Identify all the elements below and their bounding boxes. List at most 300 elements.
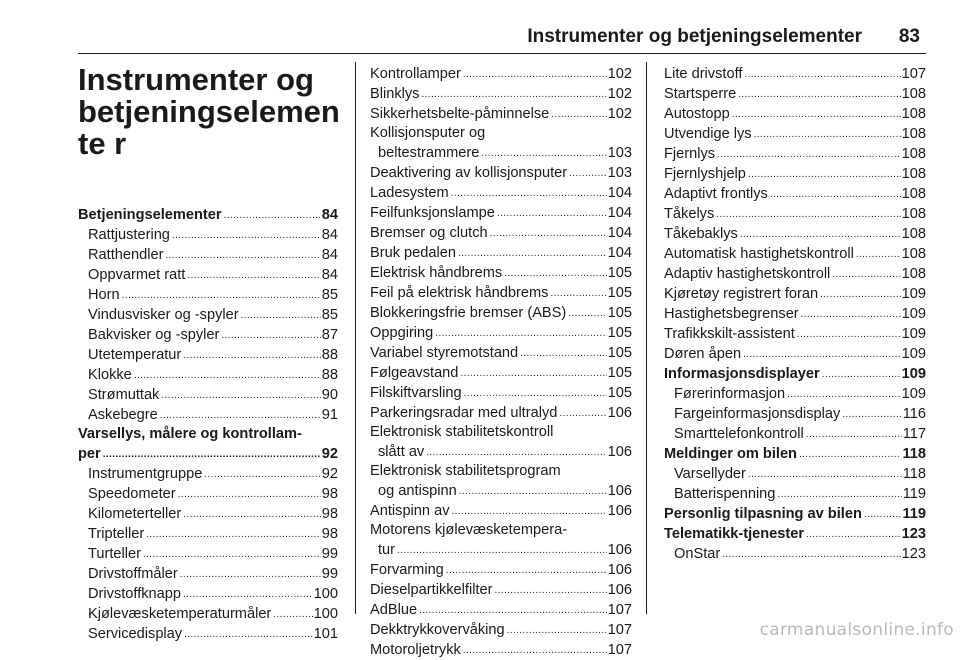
dot-leader (435, 323, 606, 343)
toc-entry-title: Informasjonsdisplayer (664, 366, 820, 382)
dot-leader (419, 600, 607, 620)
toc-entry-title: Autostopp (664, 106, 730, 122)
toc-entry[interactable] (370, 501, 632, 521)
dot-leader (832, 264, 900, 284)
toc-entry-page: 84 (321, 247, 338, 263)
dot-leader (520, 343, 606, 363)
dot-leader (221, 325, 320, 345)
toc-entry[interactable] (370, 403, 632, 423)
toc-entry-page: 84 (321, 267, 338, 283)
dot-leader (161, 385, 320, 405)
toc-entry[interactable] (78, 245, 338, 265)
dot-leader (143, 544, 321, 564)
toc-entry-title: Tåkebaklys (664, 226, 738, 242)
toc-entry-title: Varsellyder (674, 466, 746, 482)
toc-entry[interactable] (370, 64, 632, 84)
toc-entry[interactable] (370, 263, 632, 283)
toc-entry-page: 105 (607, 345, 632, 361)
toc-entry-title: og antispinn (378, 483, 457, 499)
toc-entry-title: Dekktrykkovervåking (370, 622, 505, 638)
dot-leader (740, 224, 901, 244)
dot-leader (183, 345, 320, 365)
toc-entry-title: Servicedisplay (88, 626, 183, 642)
toc-entry-page: 119 (902, 486, 926, 502)
toc-entry-page: 90 (321, 387, 338, 403)
dot-leader (160, 405, 321, 425)
dot-leader (797, 324, 901, 344)
toc-entry-page: 108 (901, 166, 926, 182)
toc-entry[interactable] (370, 124, 632, 163)
toc-entry-title: Forvarming (370, 562, 444, 578)
toc-entry-page: 109 (901, 346, 926, 362)
dot-leader (183, 584, 313, 604)
toc-entry[interactable] (78, 405, 338, 425)
toc-entry-page: 104 (607, 205, 632, 221)
toc-entry-title: Varsellys, målere og kontrollam- (78, 426, 302, 442)
toc-entry-page: 109 (901, 386, 926, 402)
toc-entry-page: 109 (901, 306, 926, 322)
toc-entry[interactable] (664, 84, 926, 104)
toc-entry-title: Kjøretøy registrert foran (664, 286, 819, 302)
dot-leader (842, 404, 901, 424)
toc-entry-page: 108 (901, 246, 926, 262)
toc-entry-title: Meldinger om bilen (664, 446, 797, 462)
page-number: 83 (898, 26, 920, 47)
toc-entry-title: Ratthendler (88, 247, 164, 263)
toc-entry-page: 108 (901, 86, 926, 102)
running-title: Instrumenter og betjeningselementer (527, 26, 862, 47)
toc-entry[interactable] (370, 183, 632, 203)
toc-entry[interactable] (370, 283, 632, 303)
toc-entry-title: Tåkelys (664, 206, 715, 222)
toc-entry[interactable] (78, 345, 338, 365)
dot-leader (451, 183, 607, 203)
toc-entry-page: 118 (902, 446, 926, 462)
toc-entry-title: Bakvisker og -spyler (88, 327, 220, 343)
toc-entry[interactable] (664, 64, 926, 84)
dot-leader (504, 263, 606, 283)
toc-entry-title: Utvendige lys (664, 126, 752, 142)
dot-leader (748, 464, 902, 484)
toc-entry-page: 84 (321, 227, 338, 243)
toc-entry-page: 108 (901, 206, 926, 222)
toc-entry-title: Oppgiring (370, 325, 434, 341)
toc-entry[interactable] (664, 284, 926, 304)
toc-entry-page: 98 (321, 506, 338, 522)
dot-leader (172, 225, 321, 245)
toc-entry-title: OnStar (674, 546, 721, 562)
toc-entry-title: Lite drivstoff (664, 66, 743, 82)
toc-entry-page: 84 (321, 207, 338, 223)
toc-column-3 (664, 64, 926, 564)
toc-entry[interactable] (370, 423, 632, 462)
toc-entry[interactable] (78, 365, 338, 385)
toc-entry[interactable] (78, 285, 338, 305)
toc-entry-page: 106 (607, 483, 632, 499)
toc-entry[interactable] (370, 163, 632, 183)
dot-leader (744, 64, 900, 84)
toc-entry-page: 118 (902, 466, 926, 482)
dot-leader (777, 484, 901, 504)
toc-entry-page: 98 (321, 486, 338, 502)
dot-leader (460, 363, 606, 383)
dot-leader (507, 620, 607, 640)
dot-leader (241, 305, 321, 325)
toc-entry-page: 85 (321, 287, 338, 303)
toc-entry-title: Dieselpartikkelfilter (370, 582, 493, 598)
toc-entry-title: Antispinn av (370, 503, 450, 519)
dot-leader (490, 223, 607, 243)
column-divider (355, 62, 356, 614)
toc-entry[interactable] (78, 584, 338, 604)
toc-entry-page: 108 (901, 226, 926, 242)
toc-entry-page: 88 (321, 347, 338, 363)
toc-entry-page: 88 (321, 367, 338, 383)
toc-entry-title: Førerinformasjon (674, 386, 786, 402)
toc-entry-page: 119 (902, 506, 926, 522)
toc-entry-page: 102 (607, 86, 632, 102)
toc-entry[interactable] (370, 363, 632, 383)
toc-entry[interactable] (664, 484, 926, 504)
dot-leader (446, 560, 607, 580)
toc-entry[interactable] (78, 265, 338, 285)
dot-leader (494, 580, 606, 600)
toc-entry-page: 108 (901, 266, 926, 282)
toc-entry-title: Drivstoffmåler (88, 566, 178, 582)
toc-entry-title: Instrumentgruppe (88, 466, 203, 482)
toc-entry-page: 107 (607, 602, 632, 618)
toc-entry-page: 108 (901, 106, 926, 122)
toc-entry[interactable] (664, 224, 926, 244)
toc-entry-page: 104 (607, 225, 632, 241)
dot-leader (464, 383, 607, 403)
dot-leader (497, 203, 607, 223)
toc-section[interactable] (664, 524, 926, 544)
toc-entry-title: Kontrollamper (370, 66, 461, 82)
toc-entry[interactable] (78, 464, 338, 484)
toc-entry-page: 103 (607, 165, 632, 181)
toc-entry-title: Variabel styremotstand (370, 345, 519, 361)
toc-entry[interactable] (78, 504, 338, 524)
toc-entry[interactable] (370, 203, 632, 223)
toc-entry-title: Filskiftvarsling (370, 385, 462, 401)
toc-entry-page: 102 (607, 106, 632, 122)
toc-entry-page: 105 (607, 285, 632, 301)
dot-leader (178, 484, 321, 504)
toc-entry-page: 123 (901, 526, 926, 542)
dot-leader (856, 244, 901, 264)
toc-entry-page: 116 (902, 406, 926, 422)
toc-entry-page: 106 (607, 444, 632, 460)
toc-entry-page: 117 (902, 426, 926, 442)
toc-entry-title: Døren åpen (664, 346, 742, 362)
toc-entry-title: Rattjustering (88, 227, 170, 243)
toc-entry-title: Oppvarmet ratt (88, 267, 186, 283)
dot-leader (801, 304, 901, 324)
toc-entry-title: AdBlue (370, 602, 418, 618)
toc-column-1 (78, 64, 338, 644)
toc-entry-page: 98 (321, 526, 338, 542)
toc-entry-title: Klokke (88, 367, 132, 383)
dot-leader (799, 444, 901, 464)
dot-leader (822, 364, 901, 384)
dot-leader (187, 265, 320, 285)
toc-entry-page: 105 (607, 265, 632, 281)
chapter-title: Instrumenter og betjeningselemente r (78, 62, 340, 161)
toc-entry-page: 100 (313, 606, 338, 622)
dot-leader (732, 104, 901, 124)
toc-entry[interactable] (78, 425, 338, 464)
toc-entry[interactable] (78, 564, 338, 584)
toc-entry[interactable] (664, 544, 926, 564)
toc-entry-page: 106 (607, 542, 632, 558)
toc-entry-page: 105 (607, 305, 632, 321)
toc-entry-title: Kollisjonsputer og (370, 125, 486, 141)
toc-entry-page: 102 (607, 66, 632, 82)
toc-entry[interactable] (664, 244, 926, 264)
toc-entry-title: tur (378, 542, 396, 558)
toc-entry[interactable] (664, 104, 926, 124)
toc-entry[interactable] (664, 184, 926, 204)
toc-entry-title: Adaptiv hastighetskontroll (664, 266, 831, 282)
toc-section[interactable] (664, 444, 926, 464)
dot-leader (551, 104, 606, 124)
toc-entry-title: Utetemperatur (88, 347, 182, 363)
toc-entry-title: Deaktivering av kollisjonsputer (370, 165, 568, 181)
toc-entry-title: Sikkerhetsbelte-påminnelse (370, 106, 550, 122)
dot-leader (754, 124, 901, 144)
toc-entry-title: Automatisk hastighetskontroll (664, 246, 854, 262)
dot-leader (717, 144, 901, 164)
toc-entry-title: Telematikk-tjenester (664, 526, 805, 542)
toc-entry[interactable] (370, 323, 632, 343)
dot-leader (146, 524, 321, 544)
dot-leader (180, 564, 321, 584)
dot-leader (568, 303, 606, 323)
toc-entry[interactable] (370, 462, 632, 501)
dot-leader (806, 424, 902, 444)
toc-entry-page: 105 (607, 365, 632, 381)
toc-entry-title: Kilometerteller (88, 506, 182, 522)
toc-entry-title: Motorens kjølevæsketempera- (370, 522, 568, 538)
toc-column-2 (370, 64, 632, 660)
toc-entry[interactable] (664, 384, 926, 404)
toc-entry[interactable] (664, 164, 926, 184)
toc-entry-title: Feilfunksjonslampe (370, 205, 495, 221)
toc-entry-page: 109 (901, 366, 926, 382)
dot-leader (743, 344, 901, 364)
toc-entry[interactable] (78, 225, 338, 245)
toc-entry-title: Følgeavstand (370, 365, 459, 381)
toc-entry-title: Feil på elektrisk håndbrems (370, 285, 549, 301)
toc-entry[interactable] (78, 484, 338, 504)
toc-entry-page: 105 (607, 325, 632, 341)
toc-entry[interactable] (78, 325, 338, 345)
toc-entry-page: 106 (607, 405, 632, 421)
dot-leader (122, 285, 321, 305)
toc-entry[interactable] (370, 223, 632, 243)
toc-entry[interactable] (664, 404, 926, 424)
toc-entry-title: Batterispenning (674, 486, 776, 502)
toc-entry-page: 92 (321, 446, 338, 462)
dot-leader (820, 284, 901, 304)
dot-leader (224, 205, 321, 225)
dot-leader (806, 524, 901, 544)
dot-leader (204, 464, 320, 484)
dot-leader (559, 403, 606, 423)
toc-entry[interactable] (370, 600, 632, 620)
dot-leader (134, 365, 321, 385)
toc-entry[interactable] (664, 464, 926, 484)
toc-entry-title: Blokkeringsfrie bremser (ABS) (370, 305, 567, 321)
toc-entry-page: 123 (901, 546, 926, 562)
dot-leader (183, 504, 320, 524)
toc-entry-page: 108 (901, 126, 926, 142)
toc-entry[interactable] (370, 104, 632, 124)
toc-entry-page: 104 (607, 185, 632, 201)
toc-entry-title: Blinklys (370, 86, 420, 102)
toc-entry[interactable] (370, 383, 632, 403)
toc-entry-title: Elektronisk stabilitetskontroll (370, 424, 554, 440)
dot-leader (452, 501, 607, 521)
toc-entry-page: 108 (901, 186, 926, 202)
toc-entry-page: 107 (607, 622, 632, 638)
toc-entry[interactable] (664, 424, 926, 444)
toc-entry-title: Fjernlys (664, 146, 716, 162)
toc-entry-page: 103 (607, 145, 632, 161)
toc-entry[interactable] (78, 604, 338, 624)
toc-entry-title: Bruk pedalen (370, 245, 457, 261)
toc-entry-title: slått av (378, 444, 425, 460)
toc-entry-title: Bremser og clutch (370, 225, 488, 241)
toc-entry[interactable] (370, 620, 632, 640)
dot-leader (426, 442, 606, 462)
toc-entry-page: 107 (607, 642, 632, 658)
toc-entry-page: 106 (607, 503, 632, 519)
toc-entry[interactable] (664, 264, 926, 284)
toc-entry-page: 99 (321, 566, 338, 582)
toc-entry[interactable] (370, 84, 632, 104)
dot-leader (463, 64, 607, 84)
toc-entry-title: Ladesystem (370, 185, 449, 201)
toc-entry[interactable] (664, 144, 926, 164)
dot-leader (748, 164, 901, 184)
dot-leader (738, 84, 900, 104)
toc-entry-page: 85 (321, 307, 338, 323)
toc-entry-title: per (78, 446, 101, 462)
toc-entry-title: Startsperre (664, 86, 737, 102)
toc-entry-page: 105 (607, 385, 632, 401)
dot-leader (103, 444, 321, 464)
toc-entry-title: Drivstoffknapp (88, 586, 182, 602)
dot-leader (550, 283, 606, 303)
toc-entry-title: Smarttelefonkontroll (674, 426, 804, 442)
toc-entry-page: 92 (321, 466, 338, 482)
toc-entry-title: Fargeinformasjonsdisplay (674, 406, 841, 422)
toc-entry[interactable] (78, 624, 338, 644)
toc-entry[interactable] (370, 560, 632, 580)
toc-section[interactable] (664, 364, 926, 384)
toc-entry-title: Elektrisk håndbrems (370, 265, 503, 281)
toc-entry-page: 91 (321, 407, 338, 423)
dot-leader (397, 540, 607, 560)
toc-entry[interactable] (78, 524, 338, 544)
toc-section[interactable] (78, 205, 338, 225)
toc-entry[interactable] (664, 204, 926, 224)
toc-entry[interactable] (78, 385, 338, 405)
dot-leader (273, 604, 312, 624)
dot-leader (458, 243, 607, 263)
toc-entry-title: Betjeningselementer (78, 207, 222, 223)
toc-entry-title: Parkeringsradar med ultralyd (370, 405, 558, 421)
toc-entry[interactable] (370, 343, 632, 363)
toc-entry-page: 109 (901, 326, 926, 342)
toc-entry-title: Hastighetsbegrenser (664, 306, 799, 322)
dot-leader (716, 204, 900, 224)
dot-leader (421, 84, 606, 104)
toc-entry-title: Motoroljetrykk (370, 642, 461, 658)
toc-entry[interactable] (370, 303, 632, 323)
toc-entry-title: Askebegre (88, 407, 158, 423)
dot-leader (165, 245, 320, 265)
toc-entry-title: beltestrammere (378, 145, 480, 161)
toc-entry[interactable] (370, 521, 632, 560)
toc-entry-title: Adaptivt frontlys (664, 186, 768, 202)
toc-entry-title: Vindusvisker og -spyler (88, 307, 239, 323)
toc-section[interactable] (664, 504, 926, 524)
toc-entry-title: Fjernlyshjelp (664, 166, 746, 182)
dot-leader (722, 544, 900, 564)
dot-leader (459, 481, 607, 501)
toc-entry-title: Strømuttak (88, 387, 160, 403)
toc-entry-title: Turteller (88, 546, 141, 562)
toc-entry-page: 87 (321, 327, 338, 343)
dot-leader (569, 163, 607, 183)
dot-leader (481, 143, 606, 163)
header-rule (78, 53, 926, 54)
toc-entry[interactable] (664, 344, 926, 364)
page-header (78, 20, 926, 54)
dot-leader (770, 184, 901, 204)
watermark: carmanualsonline.info (759, 620, 954, 640)
toc-entry-page: 101 (313, 626, 338, 642)
toc-entry-title: Horn (88, 287, 120, 303)
toc-entry[interactable] (78, 544, 338, 564)
toc-entry[interactable] (370, 580, 632, 600)
toc-entry-page: 99 (321, 546, 338, 562)
dot-leader (787, 384, 901, 404)
toc-entry[interactable] (664, 304, 926, 324)
toc-entry[interactable] (370, 640, 632, 660)
toc-entry-page: 108 (901, 146, 926, 162)
toc-entry-page: 109 (901, 286, 926, 302)
toc-entry[interactable] (370, 243, 632, 263)
dot-leader (864, 504, 902, 524)
toc-entry-page: 107 (901, 66, 926, 82)
toc-entry[interactable] (78, 305, 338, 325)
toc-entry-title: Speedometer (88, 486, 176, 502)
toc-entry-title: Personlig tilpasning av bilen (664, 506, 862, 522)
toc-entry-page: 106 (607, 562, 632, 578)
column-divider (646, 62, 647, 614)
toc-entry[interactable] (664, 324, 926, 344)
toc-entry-title: Kjølevæsketemperaturmåler (88, 606, 272, 622)
dot-leader (184, 624, 313, 644)
dot-leader (463, 640, 607, 660)
toc-entry-title: Elektronisk stabilitetsprogram (370, 463, 561, 479)
toc-entry-title: Tripteller (88, 526, 145, 542)
toc-entry[interactable] (664, 124, 926, 144)
